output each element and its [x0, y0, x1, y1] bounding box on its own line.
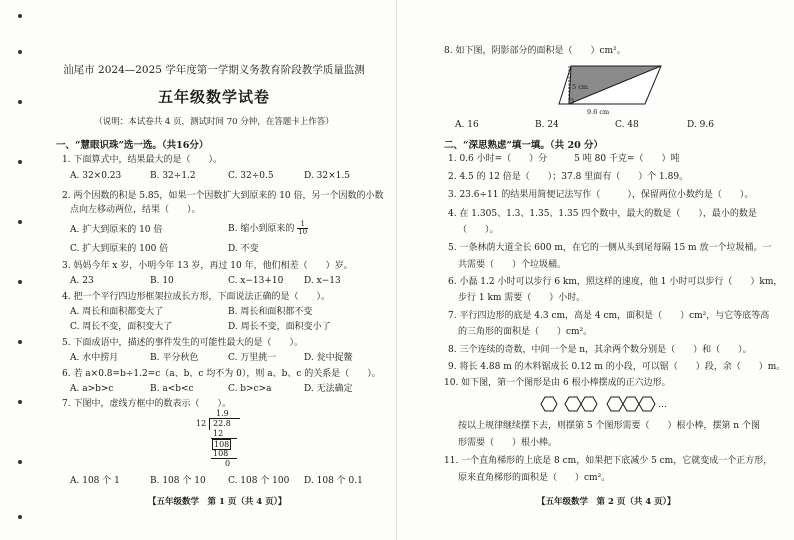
pattern-ellipsis: … [658, 400, 667, 410]
q3-option-b: B. 10 [150, 276, 174, 286]
fill-q3: 3. 23.6÷11 的结果用简便记法写作（ ），保留两位小数约是（ ）。 [448, 190, 754, 200]
fill-q11: 11. 一个直角梯形的上底是 8 cm，如果把下底减少 5 cm，它就变成一个正方形， [444, 456, 773, 466]
fill-q9: 9. 将长 4.88 m 的木料锯成长 0.12 m 的小段，可以锯（ ）段，余（ ）m。 [448, 362, 786, 372]
q6-option-b: B. a<b<c [150, 384, 194, 394]
fill-q6-cont: 步行 1 km 需要（ ）小时。 [458, 293, 586, 303]
q3-option-a: A. 23 [70, 276, 94, 286]
q4-option-d: D. 周长不变，面积变小了 [228, 322, 331, 332]
q2-option-d: D. 不变 [228, 244, 259, 254]
fill-q4-cont: （ ）。 [458, 225, 499, 235]
q1-option-b: B. 32÷1.2 [150, 171, 196, 181]
division-subtrahend-2: 108 [213, 449, 229, 458]
q8-option-b: B. 24 [535, 120, 559, 130]
q4-option-c: C. 周长不变，面积变大了 [70, 322, 173, 332]
section-2-heading: 二、“深思熟虑”填一填。（共 20 分） [444, 140, 604, 151]
division-divisor: 12 [196, 419, 207, 428]
q5-option-c: C. 万里挑一 [228, 353, 277, 363]
q1-option-c: C. 32÷0.5 [228, 171, 274, 181]
dashed-box-number: 108 [214, 440, 230, 449]
q7-option-b: B. 108 个 10 [150, 476, 206, 486]
q4-option-b: B. 周长和面积都不变 [228, 307, 313, 317]
fill-q2: 2. 4.5 的 12 倍是（ ）；37.8 里面有（ ）个 1.89。 [448, 172, 689, 182]
base-label: 9.6 cm [587, 108, 610, 116]
q7-option-c: C. 108 个 100 [228, 476, 290, 486]
q8-option-d: D. 9.6 [687, 120, 714, 130]
q2-stem-line2: 点向左移动两位，结果（ ）。 [70, 205, 201, 215]
q3-stem: 3. 妈妈今年 x 岁，小明今年 13 岁，再过 10 年，他们相差（ ）岁。 [62, 261, 353, 271]
fill-q11-cont: 原来直角梯形的面积是（ ）cm²。 [458, 473, 611, 483]
q4-option-a: A. 周长和面积都变大了 [70, 307, 164, 317]
q2-stem-line1: 2. 两个因数的积是 5.85，如果一个因数扩大到原来的 10 倍，另一个因数的小数 [62, 191, 384, 201]
q8-stem: 8. 如下图，阴影部分的面积是（ ）cm²。 [444, 46, 626, 56]
q3-option-c: C. x−13+10 [228, 276, 284, 286]
q7-stem: 7. 下图中，虚线方框中的数表示（ ）。 [62, 399, 231, 409]
fill-q8: 8. 三个连续的奇数，中间一个是 n，其余两个数分别是（ ）和（ ）。 [448, 345, 752, 355]
page-1-footer: 【五年级数学 第 1 页（共 4 页）】 [148, 497, 287, 507]
q8-option-c: C. 48 [615, 120, 639, 130]
q6-option-a: A. a>b>c [70, 384, 114, 394]
q1-option-d: D. 32×1.5 [304, 171, 350, 181]
fraction-one-tenth: $\frac{1}{10}$ [298, 220, 308, 236]
fill-q7-cont: 的三角形的面积是（ ）cm²。 [458, 327, 593, 337]
fill-q6: 6. 小磊 1.2 小时可以步行 6 km，照这样的速度，他 1 小时可以步行（ ）km， [448, 277, 783, 287]
fill-q10-cont: 按以上规律继续摆下去，则摆第 5 个图形需要（ ）根小棒，摆第 n 个图 [458, 421, 760, 431]
q2-option-a: A. 扩大到原来的 10 倍 [70, 225, 163, 235]
height-label: 5 cm [572, 83, 589, 91]
q2-option-c: C. 扩大到原来的 100 倍 [70, 244, 169, 254]
fill-q5-cont: 共需要（ ）个垃圾桶。 [458, 260, 567, 270]
q5-option-a: A. 水中捞月 [70, 353, 119, 363]
q4-stem: 4. 把一个平行四边形框架拉成长方形，下面说法正确的是（ ）。 [62, 292, 330, 302]
long-division-figure [196, 409, 246, 469]
exam-header: 汕尾市 2024—2025 学年度第一学期义务教育阶段教学质量监测 [63, 64, 365, 76]
fill-q4: 4. 在 1.305、1.3、1.35、1.35 四个数中，最大的数是（ ），最小的数是 [448, 209, 757, 219]
division-dividend: 22.8 [213, 419, 231, 428]
q6-stem: 6. 若 a×0.8=b÷1.2=c（a、b、c 均不为 0），则 a、b、c 的关系是（ ）。 [62, 369, 381, 379]
q5-option-b: B. 平分秋色 [150, 353, 199, 363]
fill-q1: 1. 0.6 小时=（ ）分 5 吨 80 千克=（ ）吨 [448, 154, 680, 164]
fill-q7: 7. 平行四边形的底是 4.3 cm，高是 4 cm，面积是（ ）cm²，与它等底等高 [448, 311, 770, 321]
q2-option-b-text: B. 缩小到原来的 [228, 224, 295, 234]
division-subtrahend-1: 12 [213, 429, 224, 438]
parallelogram-figure [557, 62, 677, 118]
q8-option-a: A. 16 [455, 120, 479, 130]
binding-gutter [8, 10, 34, 530]
q3-option-d: D. x−13 [304, 276, 341, 286]
fill-q10-cont-2: 形需要（ ）根小棒。 [458, 438, 558, 448]
division-quotient: 1.9 [216, 409, 229, 418]
q7-option-a: A. 108 个 1 [70, 476, 120, 486]
q1-option-a: A. 32×0.23 [70, 171, 122, 181]
division-remainder: 0 [225, 459, 231, 468]
q7-option-d: D. 108 个 0.1 [304, 476, 363, 486]
section-1-heading: 一、“慧眼识珠”选一选。（共16分） [56, 140, 209, 151]
q2-option-b [228, 221, 308, 236]
exam-title: 五年级数学试卷 [157, 88, 270, 106]
q5-option-d: D. 瓮中捉鳖 [304, 353, 353, 363]
page-2 [397, 0, 794, 540]
q6-option-c: C. b>c>a [228, 384, 272, 394]
exam-instructions: （说明：本试卷共 4 页，测试时间 70 分钟，在答题卡上作答） [94, 117, 334, 127]
fill-q5: 5. 一条林荫大道全长 600 m，在它的一侧从头到尾每隔 15 m 放一个垃圾桶。一 [448, 243, 772, 253]
hexagon-pattern [537, 392, 677, 416]
q1-stem: 1. 下面算式中，结果最大的是（ ）。 [62, 155, 222, 165]
q5-stem: 5. 下面成语中，描述的事件发生的可能性最大的是（ ）。 [62, 338, 303, 348]
fill-q10: 10. 如下图，第一个图形是由 6 根小棒摆成的正六边形。 [444, 378, 671, 388]
q6-option-d: D. 无法确定 [304, 384, 353, 394]
page-2-footer: 【五年级数学 第 2 页（共 4 页）】 [537, 497, 676, 507]
